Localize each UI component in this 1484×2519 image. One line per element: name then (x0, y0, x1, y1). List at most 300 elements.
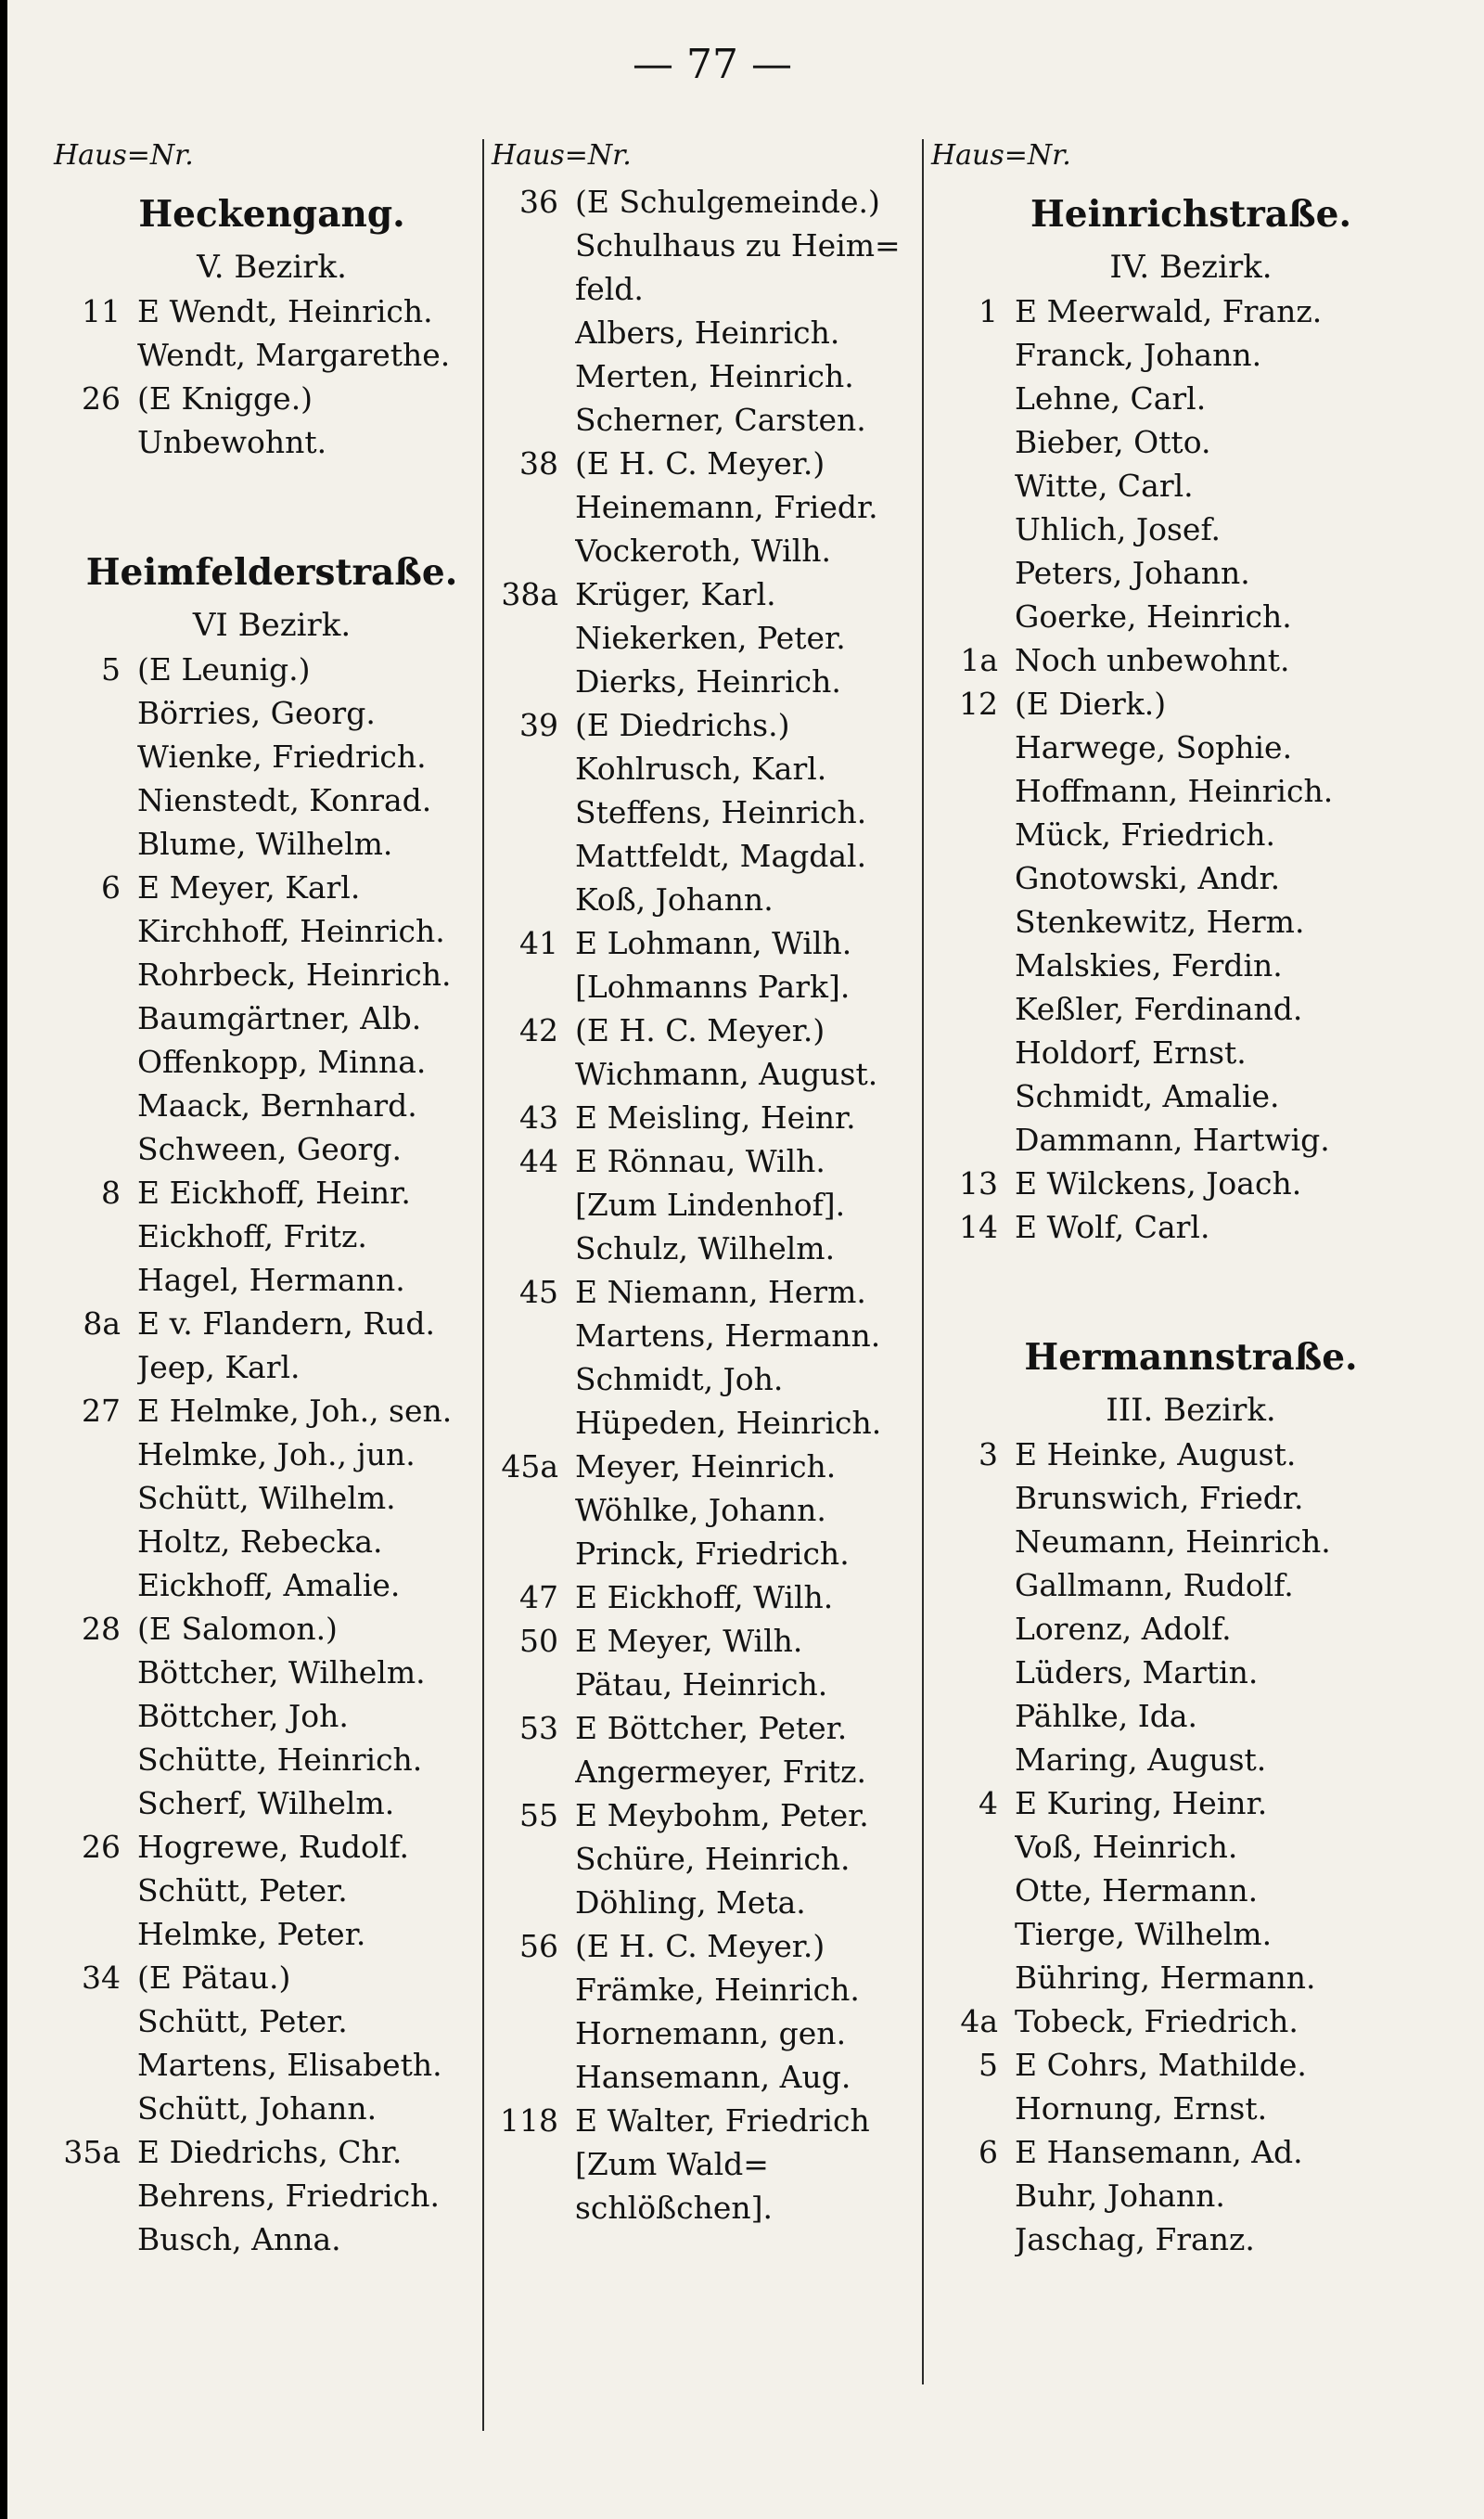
resident-entry (492, 1837, 928, 1881)
resident-name: feld. (575, 271, 644, 307)
resident-entry (492, 1532, 928, 1575)
resident-entry (492, 398, 928, 442)
resident-entry (492, 1183, 928, 1227)
resident-entry (54, 377, 490, 420)
house-number (492, 834, 575, 878)
resident-entry (492, 1009, 928, 1052)
resident-name: Unbewohnt. (137, 424, 327, 460)
resident-name: Böttcher, Wilhelm. (137, 1654, 426, 1690)
resident-entry (54, 735, 490, 778)
resident-entry (931, 1825, 1451, 1869)
house-number (54, 1433, 137, 1476)
house-number (931, 595, 1015, 638)
resident-name: schlößchen]. (575, 2190, 774, 2226)
resident-name: (E Dierk.) (1015, 686, 1167, 722)
resident-name: Böttcher, Joh. (137, 1698, 349, 1734)
district-label: V. Bezirk. (197, 249, 347, 286)
resident-entry (54, 1215, 490, 1258)
house-number-header: Haus=Nr. (931, 139, 1071, 172)
house-number (931, 2174, 1015, 2217)
resident-name: Goerke, Heinrich. (1015, 598, 1292, 635)
resident-entry (931, 2217, 1451, 2261)
house-number (54, 1563, 137, 1607)
resident-name: (E Knigge.) (137, 380, 313, 417)
resident-entry (54, 778, 490, 822)
resident-entry (492, 1750, 928, 1793)
house-number (54, 2043, 137, 2087)
house-number (492, 2142, 575, 2186)
resident-entry (54, 1433, 490, 1476)
house-number-header: Haus=Nr. (54, 139, 194, 172)
resident-name: E v. Flandern, Rud. (137, 1305, 436, 1342)
house-number (492, 1532, 575, 1575)
resident-name: E Rönnau, Wilh. (575, 1143, 825, 1179)
house-number (492, 224, 575, 267)
house-number (931, 508, 1015, 551)
house-number (54, 1215, 137, 1258)
house-number (931, 1607, 1015, 1651)
house-number (54, 778, 137, 822)
resident-name: Peters, Johann. (1015, 555, 1250, 591)
house-number: 26 (82, 380, 121, 417)
house-number: 45a (501, 1448, 558, 1484)
resident-entry (931, 1869, 1451, 1912)
resident-name: Rohrbeck, Heinrich. (137, 957, 452, 993)
resident-name: Helmke, Joh., jun. (137, 1436, 416, 1472)
resident-name: E Cohrs, Mathilde. (1015, 2047, 1307, 2083)
resident-entry (931, 551, 1451, 595)
house-number: 6 (101, 869, 121, 906)
house-number (931, 726, 1015, 769)
resident-entry (54, 1956, 490, 1999)
resident-name: Börries, Georg. (137, 695, 376, 731)
resident-entry (54, 953, 490, 996)
resident-name: E Wendt, Heinrich. (137, 293, 433, 329)
house-number (931, 1651, 1015, 1694)
house-number: 118 (500, 2102, 558, 2139)
district-label: VI Bezirk. (192, 607, 352, 644)
house-number: 8 (101, 1175, 121, 1211)
resident-entry (931, 420, 1451, 464)
house-number (54, 420, 137, 464)
house-number (54, 2174, 137, 2217)
house-number: 5 (979, 2047, 998, 2083)
house-number (931, 1694, 1015, 1738)
resident-name: Harwege, Sophie. (1015, 729, 1293, 765)
resident-name: Wöhlke, Johann. (575, 1492, 826, 1528)
resident-entry (54, 866, 490, 909)
resident-name: Voß, Heinrich. (1015, 1829, 1238, 1865)
resident-name: Martens, Elisabeth. (137, 2047, 442, 2083)
resident-entry (54, 2217, 490, 2261)
house-number (54, 1999, 137, 2043)
resident-name: E Meerwald, Franz. (1015, 293, 1323, 329)
resident-name: Bieber, Otto. (1015, 424, 1211, 460)
resident-entry (931, 1476, 1451, 1520)
resident-entry (54, 1040, 490, 1084)
house-number: 35a (63, 2134, 121, 2170)
resident-entry (54, 996, 490, 1040)
resident-entry (54, 1651, 490, 1694)
resident-entry (492, 1052, 928, 1096)
resident-name: (E H. C. Meyer.) (575, 1012, 825, 1048)
resident-name: Koß, Johann. (575, 881, 774, 918)
resident-name: E Heinke, August. (1015, 1436, 1297, 1472)
resident-entry (931, 682, 1451, 726)
page-number: — 77 — (633, 41, 792, 88)
resident-entry (492, 1924, 928, 1968)
house-number (931, 1869, 1015, 1912)
house-number (492, 485, 575, 529)
resident-name: E Diedrichs, Chr. (137, 2134, 403, 2170)
resident-name: E Meyer, Karl. (137, 869, 361, 906)
resident-name: Merten, Heinrich. (575, 358, 854, 394)
house-number: 41 (519, 925, 558, 961)
house-number: 5 (101, 651, 121, 688)
resident-name: Schüre, Heinrich. (575, 1841, 851, 1877)
house-number (54, 1127, 137, 1171)
resident-name: Maack, Bernhard. (137, 1087, 417, 1124)
district-label: IV. Bezirk. (1109, 249, 1273, 286)
resident-name: Uhlich, Josef. (1015, 511, 1221, 547)
resident-entry (54, 1258, 490, 1302)
resident-name: (E Diedrichs.) (575, 707, 790, 743)
resident-name: Bühring, Hermann. (1015, 1960, 1316, 1996)
resident-name: E Helmke, Joh., sen. (137, 1393, 453, 1429)
resident-entry (54, 1476, 490, 1520)
resident-entry (931, 638, 1451, 682)
house-number: 6 (979, 2134, 998, 2170)
house-number (54, 333, 137, 377)
house-number: 55 (519, 1797, 558, 1833)
resident-name: Jeep, Karl. (137, 1349, 301, 1385)
resident-name: Busch, Anna. (137, 2221, 341, 2257)
resident-name: Tierge, Wilhelm. (1015, 1916, 1273, 1952)
house-number (54, 1345, 137, 1389)
house-number (492, 311, 575, 354)
block-spacer (54, 464, 490, 538)
street-heading: Hermannstraße. (1024, 1336, 1358, 1379)
resident-entry (931, 987, 1451, 1031)
resident-entry (54, 289, 490, 333)
resident-entry (54, 822, 490, 866)
house-number (492, 1968, 575, 2011)
resident-entry (492, 1663, 928, 1706)
resident-name: Noch unbewohnt. (1015, 642, 1290, 678)
resident-entry (931, 1563, 1451, 1607)
resident-name: E Eickhoff, Heinr. (137, 1175, 411, 1211)
resident-entry (54, 1171, 490, 1215)
resident-entry (931, 289, 1451, 333)
house-number (931, 2087, 1015, 2130)
house-number: 13 (959, 1165, 998, 1202)
resident-entry (931, 1956, 1451, 1999)
resident-name: Behrens, Friedrich. (137, 2178, 440, 2214)
resident-entry (931, 1031, 1451, 1074)
resident-entry (54, 2174, 490, 2217)
resident-entry (54, 1345, 490, 1389)
resident-entry (931, 2174, 1451, 2217)
house-number (931, 464, 1015, 508)
house-number (931, 1956, 1015, 1999)
resident-entry (492, 2142, 928, 2186)
house-number (54, 1869, 137, 1912)
resident-entry (931, 1433, 1451, 1476)
house-number: 34 (82, 1960, 121, 1996)
resident-entry (931, 1074, 1451, 1118)
resident-entry (492, 878, 928, 921)
district-label: III. Bezirk. (1106, 1392, 1276, 1429)
resident-entry (492, 2099, 928, 2142)
resident-entry (492, 1881, 928, 1924)
resident-entry (54, 333, 490, 377)
block-spacer (931, 1249, 1451, 1323)
resident-name: Wichmann, August. (575, 1056, 878, 1092)
resident-entry (492, 1793, 928, 1837)
street-heading: Heckengang. (138, 193, 405, 236)
resident-entry (492, 1139, 928, 1183)
resident-name: Angermeyer, Fritz. (575, 1754, 866, 1790)
street-heading: Heinrichstraße. (1030, 193, 1352, 236)
resident-name: Schütt, Johann. (137, 2090, 377, 2127)
house-number (492, 1052, 575, 1096)
resident-entry (931, 769, 1451, 813)
resident-entry (54, 1084, 490, 1127)
resident-name: [Lohmanns Park]. (575, 969, 851, 1005)
resident-name: Pählke, Ida. (1015, 1698, 1198, 1734)
resident-name: Schütt, Peter. (137, 1872, 348, 1909)
resident-name: Tobeck, Friedrich. (1015, 2003, 1298, 2039)
house-number (54, 1651, 137, 1694)
resident-entry (931, 726, 1451, 769)
resident-name: Schween, Georg. (137, 1131, 403, 1167)
resident-name: Gallmann, Rudolf. (1015, 1567, 1294, 1603)
house-number: 47 (519, 1579, 558, 1615)
resident-name: Kohlrusch, Karl. (575, 751, 827, 787)
resident-name: [Zum Wald= (575, 2146, 769, 2182)
house-number (492, 1183, 575, 1227)
resident-name: Neumann, Heinrich. (1015, 1523, 1331, 1560)
house-number: 3 (979, 1436, 998, 1472)
house-number: 36 (519, 184, 558, 220)
resident-entry (492, 1314, 928, 1357)
resident-entry (54, 1738, 490, 1781)
resident-entry (931, 1694, 1451, 1738)
resident-entry (492, 2186, 928, 2230)
house-number (492, 529, 575, 572)
house-number (492, 398, 575, 442)
resident-entry (931, 508, 1451, 551)
resident-entry (492, 2055, 928, 2099)
resident-name: Albers, Heinrich. (575, 315, 840, 351)
house-number (931, 420, 1015, 464)
resident-name: Hagel, Hermann. (137, 1262, 405, 1298)
resident-entry (54, 909, 490, 953)
resident-entry (931, 813, 1451, 856)
resident-entry (54, 1563, 490, 1607)
resident-name: E Wilckens, Joach. (1015, 1165, 1302, 1202)
house-number (492, 2011, 575, 2055)
house-number: 1a (960, 642, 998, 678)
resident-entry (492, 180, 928, 224)
resident-name: Otte, Hermann. (1015, 1872, 1259, 1909)
resident-name: Baumgärtner, Alb. (137, 1000, 422, 1036)
resident-entry (54, 1781, 490, 1825)
house-number (54, 822, 137, 866)
resident-name: E Eickhoff, Wilh. (575, 1579, 834, 1615)
house-number (492, 616, 575, 660)
resident-entry (492, 1706, 928, 1750)
resident-name: Schulz, Wilhelm. (575, 1230, 836, 1266)
resident-name: (E H. C. Meyer.) (575, 445, 825, 482)
resident-entry (54, 1999, 490, 2043)
house-number (54, 2087, 137, 2130)
house-number: 14 (959, 1209, 998, 1245)
resident-entry (54, 2043, 490, 2087)
resident-name: E Walter, Friedrich (575, 2102, 870, 2139)
resident-entry (54, 1389, 490, 1433)
house-number (492, 1488, 575, 1532)
resident-name: Heinemann, Friedr. (575, 489, 878, 525)
resident-name: E Niemann, Herm. (575, 1274, 866, 1310)
resident-entry (54, 1694, 490, 1738)
resident-entry (492, 572, 928, 616)
house-number (931, 987, 1015, 1031)
house-number: 12 (959, 686, 998, 722)
resident-name: Mück, Friedrich. (1015, 816, 1275, 853)
resident-entry (54, 1520, 490, 1563)
resident-entry (54, 2087, 490, 2130)
resident-name: Mattfeldt, Magdal. (575, 838, 867, 874)
resident-name: Eickhoff, Fritz. (137, 1218, 367, 1254)
house-number (931, 333, 1015, 377)
house-number (54, 1781, 137, 1825)
resident-name: Princk, Friedrich. (575, 1536, 850, 1572)
house-number (492, 790, 575, 834)
resident-name: (E Leunig.) (137, 651, 311, 688)
resident-entry (54, 648, 490, 691)
house-number: 43 (519, 1099, 558, 1136)
resident-name: Kirchhoff, Heinrich. (137, 913, 445, 949)
house-number: 4 (979, 1785, 998, 1821)
resident-name: E Wolf, Carl. (1015, 1209, 1210, 1245)
resident-entry (492, 2011, 928, 2055)
resident-entry (492, 529, 928, 572)
resident-name: Schulhaus zu Heim= (575, 227, 901, 263)
house-number (492, 267, 575, 311)
resident-name: Dierks, Heinrich. (575, 663, 841, 700)
resident-entry (931, 464, 1451, 508)
resident-name: Keßler, Ferdinand. (1015, 991, 1303, 1027)
resident-name: Hüpeden, Heinrich. (575, 1405, 882, 1441)
house-number (931, 377, 1015, 420)
house-number (54, 996, 137, 1040)
house-number (492, 660, 575, 703)
house-number (492, 878, 575, 921)
resident-name: E Kuring, Heinr. (1015, 1785, 1268, 1821)
house-number (931, 1118, 1015, 1162)
resident-entry (492, 834, 928, 878)
resident-entry (54, 1869, 490, 1912)
resident-name: Franck, Johann. (1015, 337, 1262, 373)
house-number (492, 1401, 575, 1445)
house-number (931, 551, 1015, 595)
house-number (931, 1563, 1015, 1607)
resident-entry (931, 1520, 1451, 1563)
resident-name: E Hansemann, Ad. (1015, 2134, 1303, 2170)
resident-name: Främke, Heinrich. (575, 1972, 860, 2008)
house-number: 4a (960, 2003, 998, 2039)
house-number: 11 (82, 293, 121, 329)
house-number (931, 769, 1015, 813)
house-number (931, 1825, 1015, 1869)
house-number (54, 691, 137, 735)
resident-name: (E Pätau.) (137, 1960, 291, 1996)
house-number (54, 953, 137, 996)
house-number (931, 1912, 1015, 1956)
street-heading: Heimfelderstraße. (85, 551, 458, 594)
house-number: 53 (519, 1710, 558, 1746)
house-number: 45 (519, 1274, 558, 1310)
resident-name: Holtz, Rebecka. (137, 1523, 383, 1560)
resident-entry (54, 691, 490, 735)
resident-entry (492, 1270, 928, 1314)
resident-entry (492, 660, 928, 703)
resident-entry (54, 1127, 490, 1171)
house-number (54, 1912, 137, 1956)
resident-entry (492, 747, 928, 790)
house-number (931, 856, 1015, 900)
resident-entry (931, 1781, 1451, 1825)
resident-name: Hornemann, gen. (575, 2015, 847, 2051)
resident-name: Meyer, Heinrich. (575, 1448, 837, 1484)
resident-entry (931, 944, 1451, 987)
house-number (54, 1520, 137, 1563)
resident-entry (931, 2130, 1451, 2174)
resident-name: Hogrewe, Rudolf. (137, 1829, 410, 1865)
resident-name: Steffens, Heinrich. (575, 794, 867, 830)
resident-name: Lorenz, Adolf. (1015, 1611, 1232, 1647)
resident-entry (54, 1912, 490, 1956)
resident-name: Pätau, Heinrich. (575, 1666, 828, 1703)
resident-name: Wienke, Friedrich. (137, 739, 427, 775)
resident-entry (492, 442, 928, 485)
house-number (931, 1476, 1015, 1520)
resident-name: Vockeroth, Wilh. (575, 533, 832, 569)
house-number: 27 (82, 1393, 121, 1429)
directory-page (7, 0, 1484, 2519)
resident-name: Jaschag, Franz. (1015, 2221, 1255, 2257)
house-number (492, 1750, 575, 1793)
resident-name: Helmke, Peter. (137, 1916, 366, 1952)
resident-entry (492, 354, 928, 398)
house-number (54, 2217, 137, 2261)
resident-entry (54, 1607, 490, 1651)
resident-name: E Meybohm, Peter. (575, 1797, 869, 1833)
column (54, 139, 490, 2261)
resident-entry (492, 1096, 928, 1139)
resident-name: Maring, August. (1015, 1741, 1267, 1778)
house-number (54, 1084, 137, 1127)
column (931, 139, 1451, 2261)
resident-entry (492, 703, 928, 747)
resident-entry (54, 2130, 490, 2174)
resident-name: E Böttcher, Peter. (575, 1710, 848, 1746)
house-number (931, 1031, 1015, 1074)
house-number (492, 1663, 575, 1706)
resident-name: Witte, Carl. (1015, 468, 1194, 504)
house-number (931, 944, 1015, 987)
